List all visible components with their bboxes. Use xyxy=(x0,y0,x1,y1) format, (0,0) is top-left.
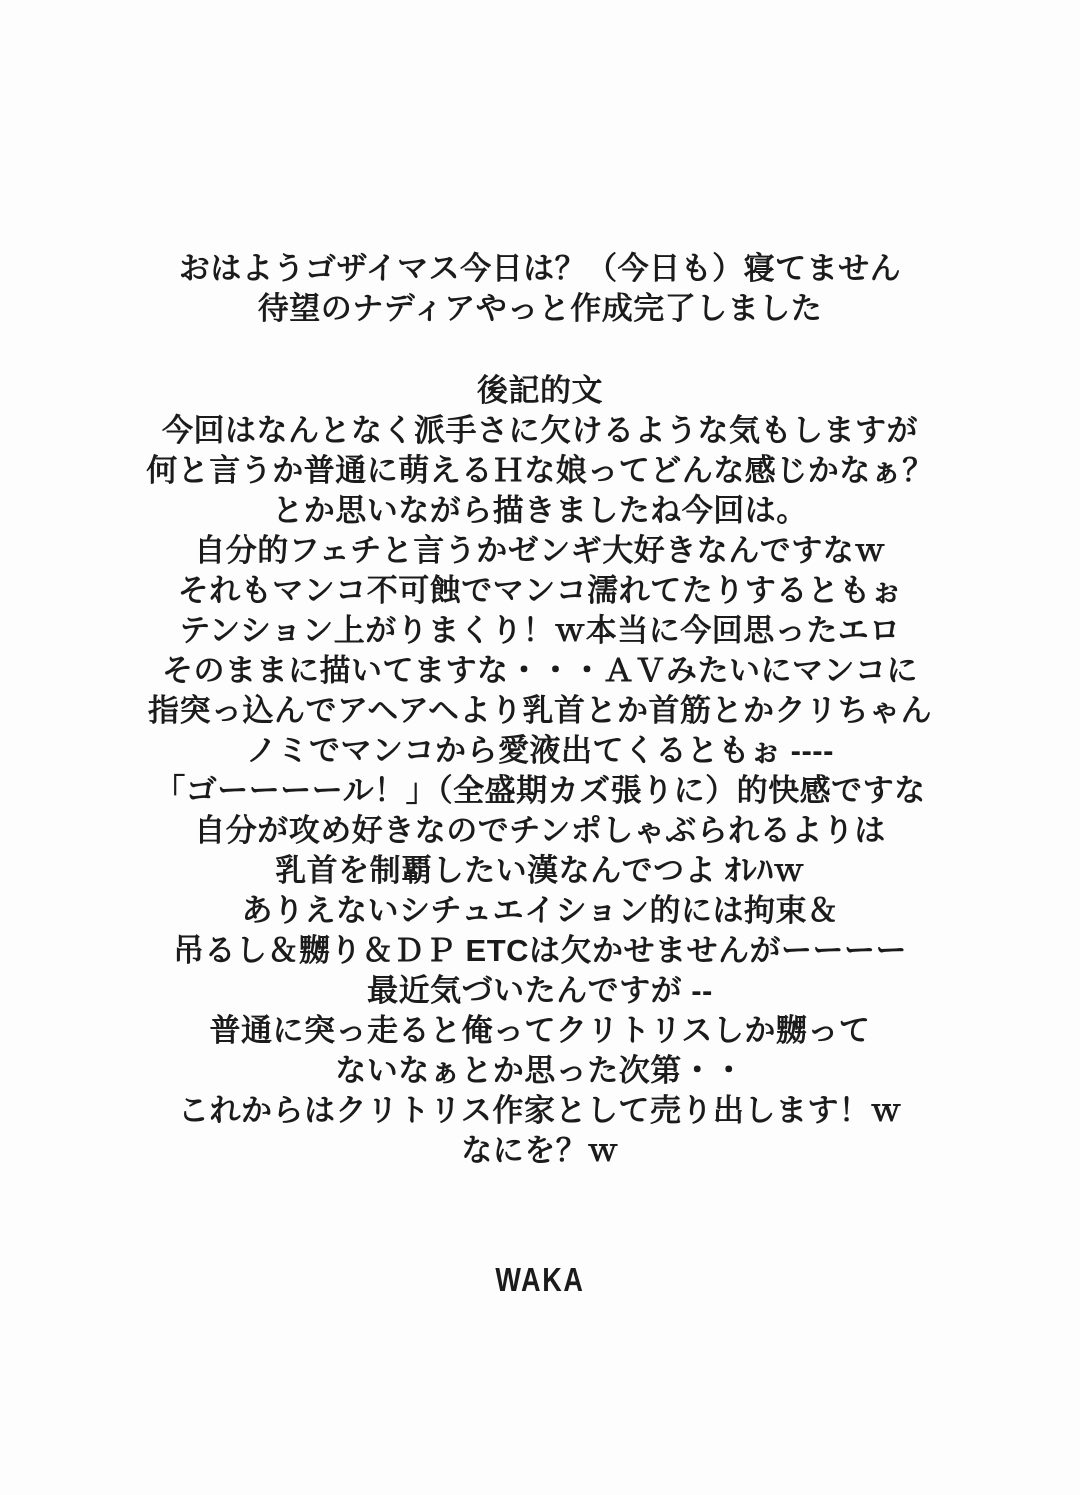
afterword-line: とか思いながら描きましたね今回は。 xyxy=(272,493,808,528)
afterword-line: テンション上がりまくり！ｗ本当に今回思ったエロ xyxy=(179,613,901,648)
greeting-line-1: おはようゴザイマス今日は？（今日も）寝てません xyxy=(178,251,902,286)
afterword-line: そのままに描いてますな・・・ＡＶみたいにマンコに xyxy=(162,653,918,688)
afterword-line: 指突っ込んでアヘアヘより乳首とか首筋とかクリちゃん xyxy=(147,693,933,728)
afterword-line: これからはクリトリス作家として売り出します！ｗ xyxy=(178,1093,902,1128)
afterword-line: ないなぁとか思った次第・・ xyxy=(335,1053,745,1088)
afterword-line: ありえないシチュエイション的には拘束＆ xyxy=(241,893,839,928)
afterword-line: 自分的フェチと言うかゼンギ大好きなんですなｗ xyxy=(194,533,886,568)
afterword-line: 吊るし＆嬲り＆ＤＰ ETCは欠かせませんがーーーー xyxy=(172,933,908,968)
greeting-line-2: 待望のナディアやっと作成完了しました xyxy=(257,291,823,326)
artist-signature: WAKA xyxy=(495,1261,585,1298)
afterword-line: 乳首を制覇したい漢なんでつよ ｵﾚﾊｗ xyxy=(275,853,805,888)
afterword-line: なにを？ｗ xyxy=(461,1133,619,1168)
afterword-line: 自分が攻め好きなのでチンポしゃぶられるよりは xyxy=(194,813,886,848)
afterword-line: 最近気づいたんですが -- xyxy=(367,973,713,1008)
afterword-line: それもマンコ不可蝕でマンコ濡れてたりするともぉ xyxy=(177,573,903,608)
afterword-block xyxy=(0,371,1080,1171)
afterword-line: 「ゴーーーール！」（全盛期カズ張りに）的快感ですな xyxy=(154,773,926,808)
greeting-block xyxy=(0,0,1080,329)
afterword-heading: 後記的文 xyxy=(477,373,603,408)
afterword-line: ノミでマンコから愛液出てくるともぉ ---- xyxy=(246,733,834,768)
afterword-line: 今回はなんとなく派手さに欠けるような気もしますが xyxy=(162,413,918,448)
afterword-line: 何と言うか普通に萌えるＨな娘ってどんな感じかなぁ？ xyxy=(146,453,934,488)
afterword-line: 普通に突っ走ると俺ってクリトリスしか嬲って xyxy=(209,1013,871,1048)
